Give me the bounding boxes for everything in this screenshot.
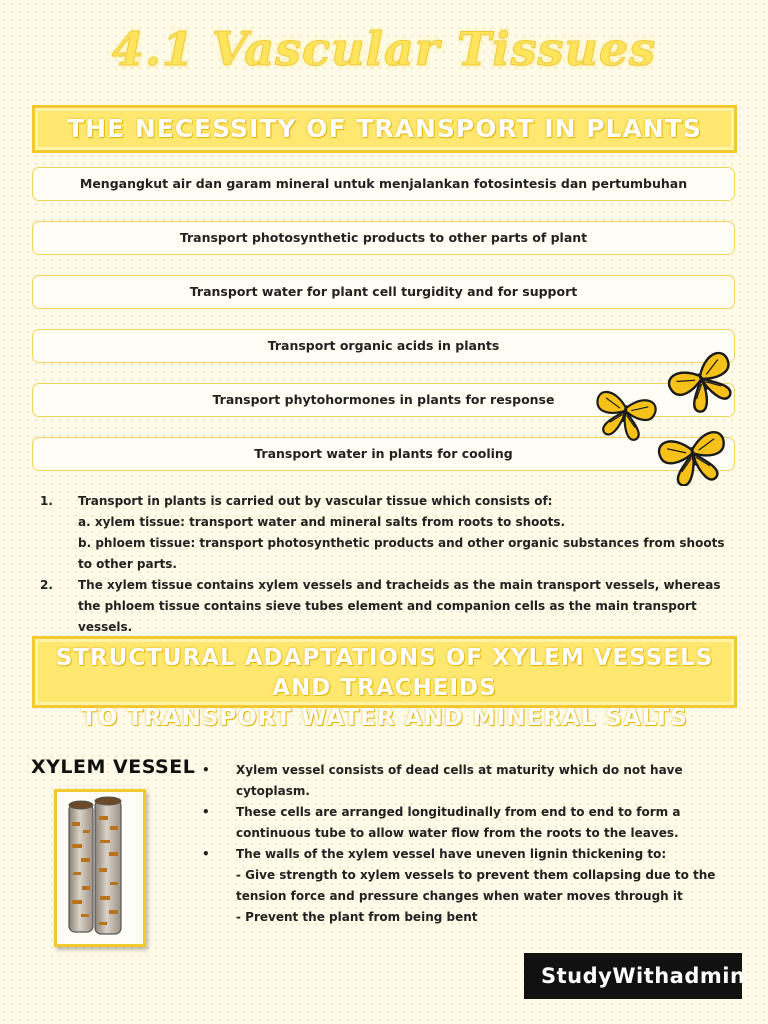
- xylem-vessel-illustration: [57, 792, 143, 944]
- bullet-text: These cells are arranged longitudinally from end to end to form a continuous tube to allow water flow from the roots to the leaves.: [236, 805, 681, 840]
- list-text: Transport in plants is carried out by vascular tissue which consists of:: [78, 494, 553, 508]
- list-item: [202, 802, 732, 844]
- banner-line: TO TRANSPORT WATER AND MINERAL SALTS: [81, 705, 688, 731]
- banner-transport-necessity: THE NECESSITY OF TRANSPORT IN PLANTS: [32, 105, 737, 153]
- sub-bullet-text: - Give strength to xylem vessels to prevent them collapsing due to the tension force and pressure changes when water moves through it: [236, 868, 716, 903]
- butterfly-icon: [666, 350, 742, 420]
- butterfly-icon: [657, 430, 731, 486]
- list-text: a. xylem tissue: transport water and mineral salts from roots to shoots.: [78, 515, 566, 529]
- badge-label: StudyWithadmin: [541, 964, 746, 988]
- transport-box-2: Transport photosynthetic products to other parts of plant: [32, 221, 735, 255]
- butterfly-icon: [592, 390, 657, 443]
- xylem-vessel-frame: [54, 789, 146, 947]
- bullet-text: Xylem vessel consists of dead cells at maturity which do not have cytoplasm.: [236, 763, 683, 798]
- sub-bullet-text: - Prevent the plant from being bent: [236, 910, 478, 924]
- transport-box-6: Transport water in plants for cooling: [32, 437, 735, 471]
- list-text: b. phloem tissue: transport photosynthetic products and other organic substances from shoots to other parts.: [78, 536, 725, 571]
- studywithadmin-badge[interactable]: [524, 953, 746, 999]
- butterflies-decoration: [592, 338, 742, 486]
- banner-structural-adaptations: [32, 636, 737, 731]
- page-title: 4.1 Vascular Tissues: [111, 22, 657, 76]
- banner-line: STRUCTURAL ADAPTATIONS OF XYLEM VESSELS AND TRACHEIDS: [55, 645, 714, 701]
- transport-box-4: Transport organic acids in plants: [32, 329, 735, 363]
- list-item: [202, 844, 732, 928]
- xylem-vessel-bullets: [202, 760, 732, 928]
- list-item: [202, 760, 732, 802]
- transport-box-3: Transport water for plant cell turgidity and for support: [32, 275, 735, 309]
- list-item: [40, 575, 730, 638]
- list-text: The xylem tissue contains xylem vessels and tracheids as the main transport vessels, whereas the phloem tissue contains sieve tubes element and companion cells as the main transport vessels.: [78, 578, 721, 634]
- list-item: [40, 491, 730, 575]
- list-number: 2.: [40, 578, 53, 592]
- list-number: 1.: [40, 494, 53, 508]
- transport-box-1: Mengangkut air dan garam mineral untuk menjalankan fotosintesis dan pertumbuhan: [32, 167, 735, 201]
- transport-box-5: Transport phytohormones in plants for response: [32, 383, 735, 417]
- bullet-marker: •: [202, 805, 210, 819]
- section-label-xylem-vessel: XYLEM VESSEL: [31, 756, 196, 778]
- transport-notes-list: [40, 491, 730, 638]
- bullet-marker: •: [202, 763, 210, 777]
- bullet-text: The walls of the xylem vessel have uneven lignin thickening to:: [236, 847, 667, 861]
- bullet-marker: •: [202, 847, 210, 861]
